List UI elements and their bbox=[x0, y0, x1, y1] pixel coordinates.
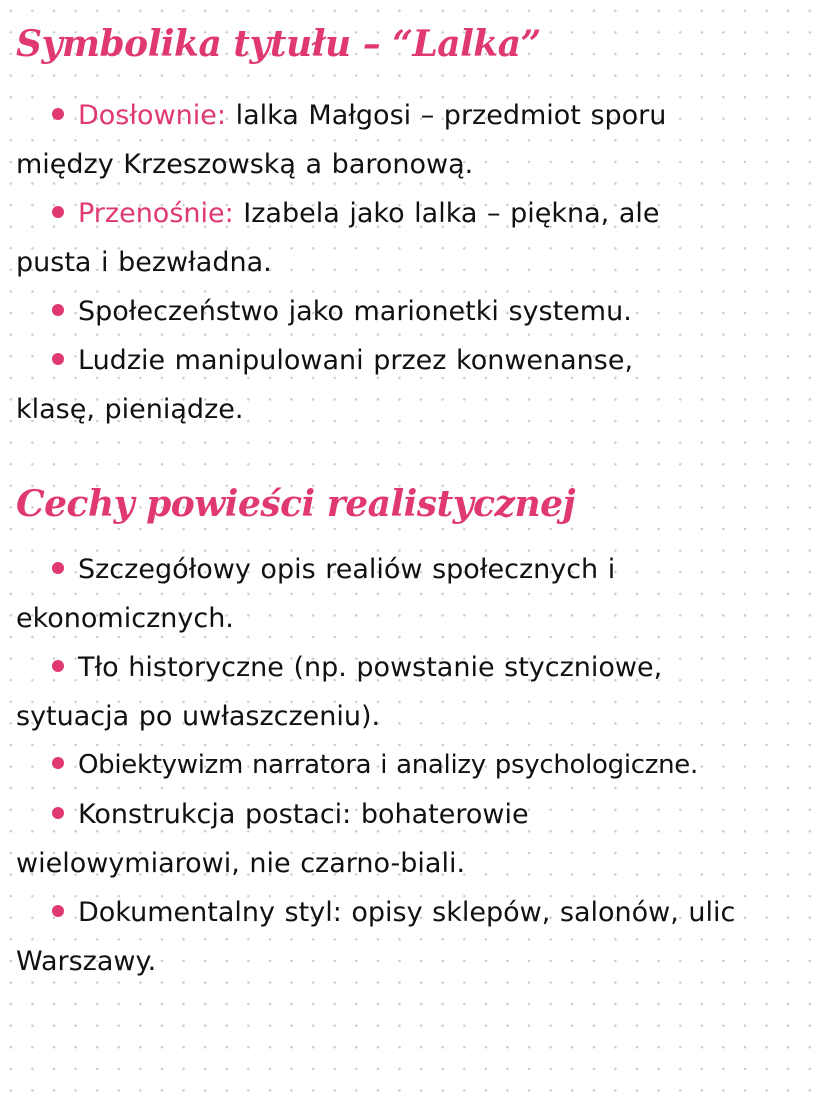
bullet-dot-icon bbox=[52, 353, 64, 365]
bullet-dot-icon bbox=[52, 757, 64, 769]
bullet-dot-icon bbox=[52, 562, 64, 574]
bullet-dot-icon bbox=[52, 304, 64, 316]
item-text: Dokumentalny styl: opisy sklepów, salonów, ulic Warszawy. bbox=[16, 897, 736, 977]
list-item bbox=[16, 741, 816, 790]
list-item bbox=[16, 336, 696, 434]
symbolika-list bbox=[16, 91, 816, 434]
item-text: Społeczeństwo jako marionetki systemu. bbox=[78, 296, 632, 327]
list-item bbox=[16, 790, 616, 888]
list-item bbox=[16, 545, 696, 643]
item-text: Konstrukcja postaci: bohaterowie wielowymiarowi, nie czarno-biali. bbox=[16, 799, 529, 879]
item-text: Obiektywizm narratora i analizy psychologiczne. bbox=[78, 750, 698, 780]
item-label-doslownie: Dosłownie: bbox=[78, 100, 226, 131]
list-item bbox=[16, 888, 736, 986]
item-text: lalka Małgosi – przedmiot sporu między Krzeszowską a baronową. bbox=[16, 100, 667, 180]
bullet-dot-icon bbox=[52, 905, 64, 917]
bullet-dot-icon bbox=[52, 206, 64, 218]
section-heading-symbolika: Symbolika tytułu – “Lalka” bbox=[16, 23, 541, 65]
list-item bbox=[16, 287, 816, 336]
item-text: Izabela jako lalka – piękna, ale pusta i bezwładna. bbox=[16, 198, 660, 278]
list-item bbox=[16, 189, 736, 287]
bullet-dot-icon bbox=[52, 108, 64, 120]
item-label-przenosnie: Przenośnie: bbox=[78, 198, 234, 229]
item-text: Tło historyczne (np. powstanie styczniowe, sytuacja po uwłaszczeniu). bbox=[16, 652, 663, 732]
cechy-list bbox=[16, 545, 816, 986]
item-text: Ludzie manipulowani przez konwenanse, klasę, pieniądze. bbox=[16, 345, 634, 425]
bullet-dot-icon bbox=[52, 807, 64, 819]
item-text: Szczegółowy opis realiów społecznych i ekonomicznych. bbox=[16, 554, 616, 634]
list-item bbox=[16, 643, 736, 741]
section-heading-cechy: Cechy powieści realistycznej bbox=[16, 483, 576, 525]
list-item bbox=[16, 91, 716, 189]
bullet-dot-icon bbox=[52, 660, 64, 672]
